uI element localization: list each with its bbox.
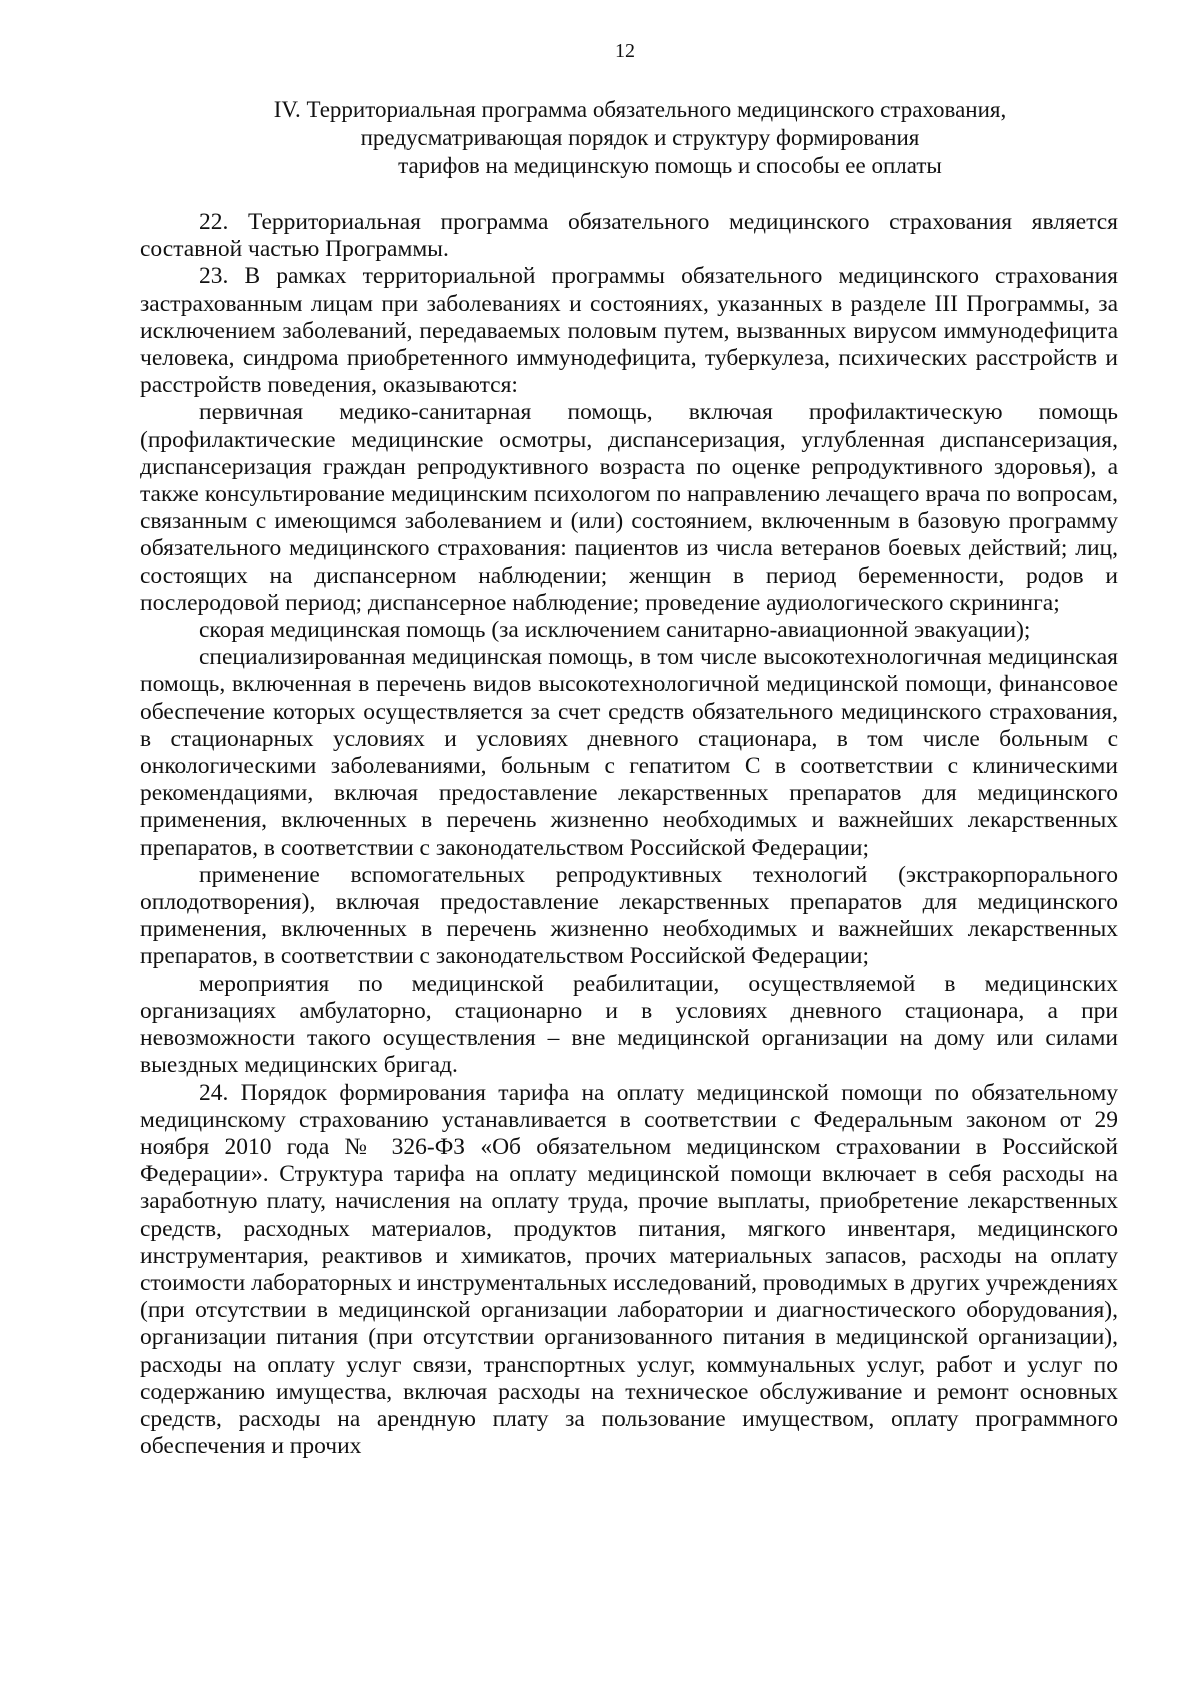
- paragraph-24: 24. Порядок формирования тарифа на оплату медицинской помощи по обязательному медицинскому страхованию устанавливается в соответствии с Федеральным законом от 29 ноября 2010 года № 326-ФЗ «Об обязательном медицинском страховании в Российской Федерации». Структура тарифа на оплату медицинской помощи включает в себя расходы на заработную плату, начисления на оплату труда, прочие выплаты, приобретение лекарственных средств, расходных материалов, продуктов питания, мягкого инвентаря, медицинского инструментария, реактивов и химикатов, прочих материальных запасов, расходы на оплату стоимости лабораторных и инструментальных исследований, проводимых в других учреждениях (при отсутствии в медицинской организации лаборатории и диагностического оборудования), организации питания (при отсутствии организованного питания в медицинской организации), расходы на оплату услуг связи, транспортных услуг, коммунальных услуг, работ и услуг по содержанию имущества, включая расходы на техническое обслуживание и ремонт основных средств, расходы на арендную плату за пользование имуществом, оплату программного обеспечения и прочих: [140, 1079, 1118, 1460]
- section-heading-line-2: предусматривающая порядок и структуру формирования: [360, 125, 920, 150]
- paragraph-emergency-care: скорая медицинская помощь (за исключением санитарно-авиационной эвакуации);: [199, 617, 1031, 644]
- paragraph-specialized-care: специализированная медицинская помощь, в том числе высокотехнологичная медицинская помощь, включенная в перечень видов высокотехнологичной медицинской помощи, финансовое обеспечение которых осуществляется за счет средств обязательного медицинского страхования, в стационарных условиях и условиях дневного стационара, в том числе больным с онкологическими заболеваниями, больным с гепатитом С в соответствии с клиническими рекомендациями, включая предоставление лекарственных препаратов для медицинского применения, включенных в перечень жизненно необходимых и важнейших лекарственных препаратов, в соответствии с законодательством Российской Федерации;: [140, 644, 1118, 861]
- section-heading: [140, 96, 1140, 180]
- section-heading-line-3: тарифов на медицинскую помощь и способы ее оплаты: [398, 153, 942, 178]
- section-heading-line-1: IV. Территориальная программа обязательного медицинского страхования,: [273, 97, 1007, 122]
- document-body: [140, 209, 1118, 1460]
- paragraph-22: 22. Территориальная программа обязательного медицинского страхования является составной частью Программы.: [140, 209, 1118, 263]
- paragraph-23: 23. В рамках территориальной программы обязательного медицинского страхования застрахованным лицам при заболеваниях и состояниях, указанных в разделе III Программы, за исключением заболеваний, передаваемых половым путем, вызванных вирусом иммунодефицита человека, синдрома приобретенного иммунодефицита, туберкулеза, психических расстройств и расстройств поведения, оказываются:: [140, 263, 1118, 399]
- paragraph-rehabilitation: мероприятия по медицинской реабилитации, осуществляемой в медицинских организациях амбулаторно, стационарно и в условиях дневного стационара, а при невозможности такого осуществления – вне медицинской организации на дому или силами выездных медицинских бригад.: [140, 970, 1118, 1079]
- page-number: 12: [615, 40, 635, 62]
- paragraph-reproductive-technologies: применение вспомогательных репродуктивных технологий (экстракорпорального оплодотворения), включая предоставление лекарственных препаратов для медицинского применения, включенных в перечень жизненно необходимых и важнейших лекарственных препаратов, в соответствии с законодательством Российской Федерации;: [140, 861, 1118, 970]
- paragraph-primary-care: первичная медико-санитарная помощь, включая профилактическую помощь (профилактические медицинские осмотры, диспансеризация, углубленная диспансеризация, диспансеризация граждан репродуктивного возраста по оценке репродуктивного здоровья), а также консультирование медицинским психологом по направлению лечащего врача по вопросам, связанным с имеющимся заболеванием и (или) состоянием, включенным в базовую программу обязательного медицинского страхования: пациентов из числа ветеранов боевых действий; лиц, состоящих на диспансерном наблюдении; женщин в период беременности, родов и послеродовой период; диспансерное наблюдение; проведение аудиологического скрининга;: [140, 399, 1118, 616]
